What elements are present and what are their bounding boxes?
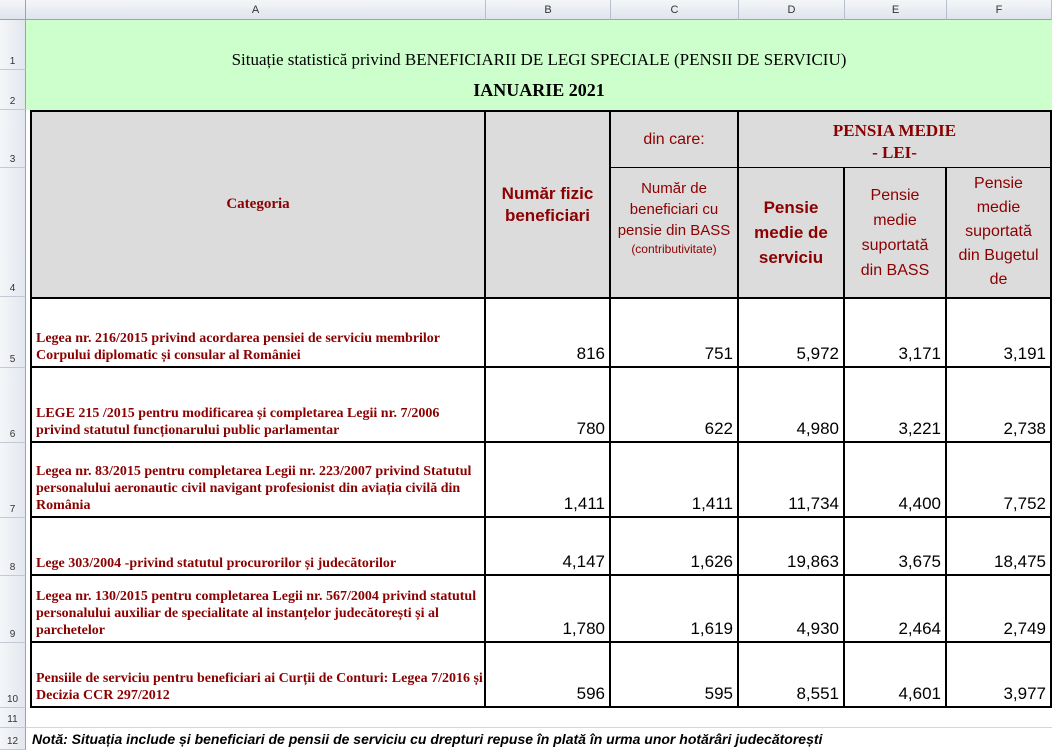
select-all-corner[interactable] [0,0,26,20]
table-row-4-pensie-buget[interactable]: 18,475 [947,518,1052,576]
table-row-6-categoria[interactable]: Pensiile de serviciu pentru beneficiari ai Curții de Conturi: Legea 7/2016 și Decizia CCR 297/2012 [30,643,486,708]
table-row-2-pensie-serviciu[interactable]: 4,980 [739,368,845,443]
header-pensie-serviciu-label: Pensie medie de serviciu [754,198,828,267]
header-lei-label: - LEI- [872,143,917,162]
table-row-4-numar-fizic[interactable]: 4,147 [486,518,611,576]
table-row-5-pensie-bass[interactable]: 2,464 [845,576,947,643]
header-numar-fizic-label: Număr fizic beneficiari [501,183,594,225]
table-row-1-pensie-buget[interactable]: 3,191 [947,299,1052,368]
header-numar-fizic [486,110,611,299]
column-header-b[interactable]: B [486,0,611,20]
header-pensia-medie-label: PENSIA MEDIE [832,121,957,140]
header-pensia-medie [739,110,1052,168]
row-header-7[interactable]: 7 [0,443,26,518]
table-row-4-pensie-bass[interactable]: 3,675 [845,518,947,576]
column-header-f[interactable]: F [947,0,1052,20]
row-header-6[interactable]: 6 [0,368,26,443]
table-row-2-categoria[interactable]: LEGE 215 /2015 pentru modificarea și completarea Legii nr. 7/2006 privind statutul funcționarului public parlamentar [30,368,486,443]
table-row-5-numar-fizic[interactable]: 1,780 [486,576,611,643]
table-row-6-numar-fizic[interactable]: 596 [486,643,611,708]
table-row-3-numar-bass[interactable]: 1,411 [611,443,739,518]
column-header-c[interactable]: C [611,0,739,20]
column-header-a[interactable]: A [26,0,486,20]
header-pensie-buget [947,168,1052,299]
table-row-3-categoria[interactable]: Legea nr. 83/2015 pentru completarea Legii nr. 223/2007 privind Statutul personalului aeronautic civil navigant profesionist din aviația civilă din România [30,443,486,518]
table-row-5-categoria[interactable]: Legea nr. 130/2015 pentru completarea Legii nr. 567/2004 privind statutul personalului auxiliar de specialitate al instanțelor judecătorești și al parchetelor [30,576,486,643]
row-header-1[interactable]: 1 [0,20,26,70]
table-row-3-numar-fizic[interactable]: 1,411 [486,443,611,518]
header-pensie-buget-label: Pensie medie suportată din Bugetul de [958,175,1039,288]
header-din-care-label: din care: [643,130,705,148]
row-header-2[interactable]: 2 [0,70,26,110]
table-row-4-pensie-serviciu[interactable]: 19,863 [739,518,845,576]
table-row-2-numar-bass[interactable]: 622 [611,368,739,443]
header-pensie-bass [845,168,947,299]
header-pensie-serviciu [739,168,845,299]
table-row-5-numar-bass[interactable]: 1,619 [611,576,739,643]
row-header-8[interactable]: 8 [0,518,26,576]
table-row-5-pensie-serviciu[interactable]: 4,930 [739,576,845,643]
header-categoria-label: Categoria [226,196,290,212]
title-line-2: IANUARIE 2021 [473,80,605,100]
header-contributivitate-label: (contributivitate) [631,242,717,256]
row-header-5[interactable]: 5 [0,297,26,368]
column-header-d[interactable]: D [739,0,845,20]
column-header-e[interactable]: E [845,0,947,20]
table-row-5-pensie-buget[interactable]: 2,749 [947,576,1052,643]
table-row-6-numar-bass[interactable]: 595 [611,643,739,708]
table-row-1-pensie-bass[interactable]: 3,171 [845,299,947,368]
header-numar-bass-label: Număr de beneficiari cu pensie din BASS [617,180,731,239]
row-header-4[interactable]: 4 [0,168,26,297]
empty-row-11[interactable] [26,708,1052,728]
table-row-3-pensie-serviciu[interactable]: 11,734 [739,443,845,518]
header-din-care [611,110,739,168]
table-row-3-pensie-buget[interactable]: 7,752 [947,443,1052,518]
footnote[interactable]: Notă: Situația include și beneficiari de pensii de serviciu cu drepturi repuse în plată în urma unor hotărâri judecătorești [32,731,823,747]
table-row-4-categoria[interactable]: Lege 303/2004 -privind statutul procurorilor și judecătorilor [30,518,486,576]
row-header-3[interactable]: 3 [0,110,26,168]
title-block [26,20,1052,110]
title-line-1: Situație statistică privind BENEFICIARII DE LEGI SPECIALE (PENSII DE SERVICIU) [231,50,847,69]
header-pensie-bass-label: Pensie medie suportată din BASS [860,186,930,279]
table-row-6-pensie-bass[interactable]: 4,601 [845,643,947,708]
table-row-1-pensie-serviciu[interactable]: 5,972 [739,299,845,368]
table-row-2-pensie-buget[interactable]: 2,738 [947,368,1052,443]
header-numar-bass [611,168,739,299]
header-categoria [30,110,486,299]
table-row-3-pensie-bass[interactable]: 4,400 [845,443,947,518]
table-row-6-pensie-buget[interactable]: 3,977 [947,643,1052,708]
table-row-1-categoria[interactable]: Legea nr. 216/2015 privind acordarea pensiei de serviciu membrilor Corpului diplomatic și consular al României [30,299,486,368]
table-row-2-numar-fizic[interactable]: 780 [486,368,611,443]
table-row-2-pensie-bass[interactable]: 3,221 [845,368,947,443]
table-row-1-numar-fizic[interactable]: 816 [486,299,611,368]
row-header-12[interactable]: 12 [0,728,26,750]
table-row-1-numar-bass[interactable]: 751 [611,299,739,368]
table-row-4-numar-bass[interactable]: 1,626 [611,518,739,576]
row-header-10[interactable]: 10 [0,643,26,708]
row-header-9[interactable]: 9 [0,576,26,643]
table-row-6-pensie-serviciu[interactable]: 8,551 [739,643,845,708]
row-header-11[interactable]: 11 [0,708,26,728]
